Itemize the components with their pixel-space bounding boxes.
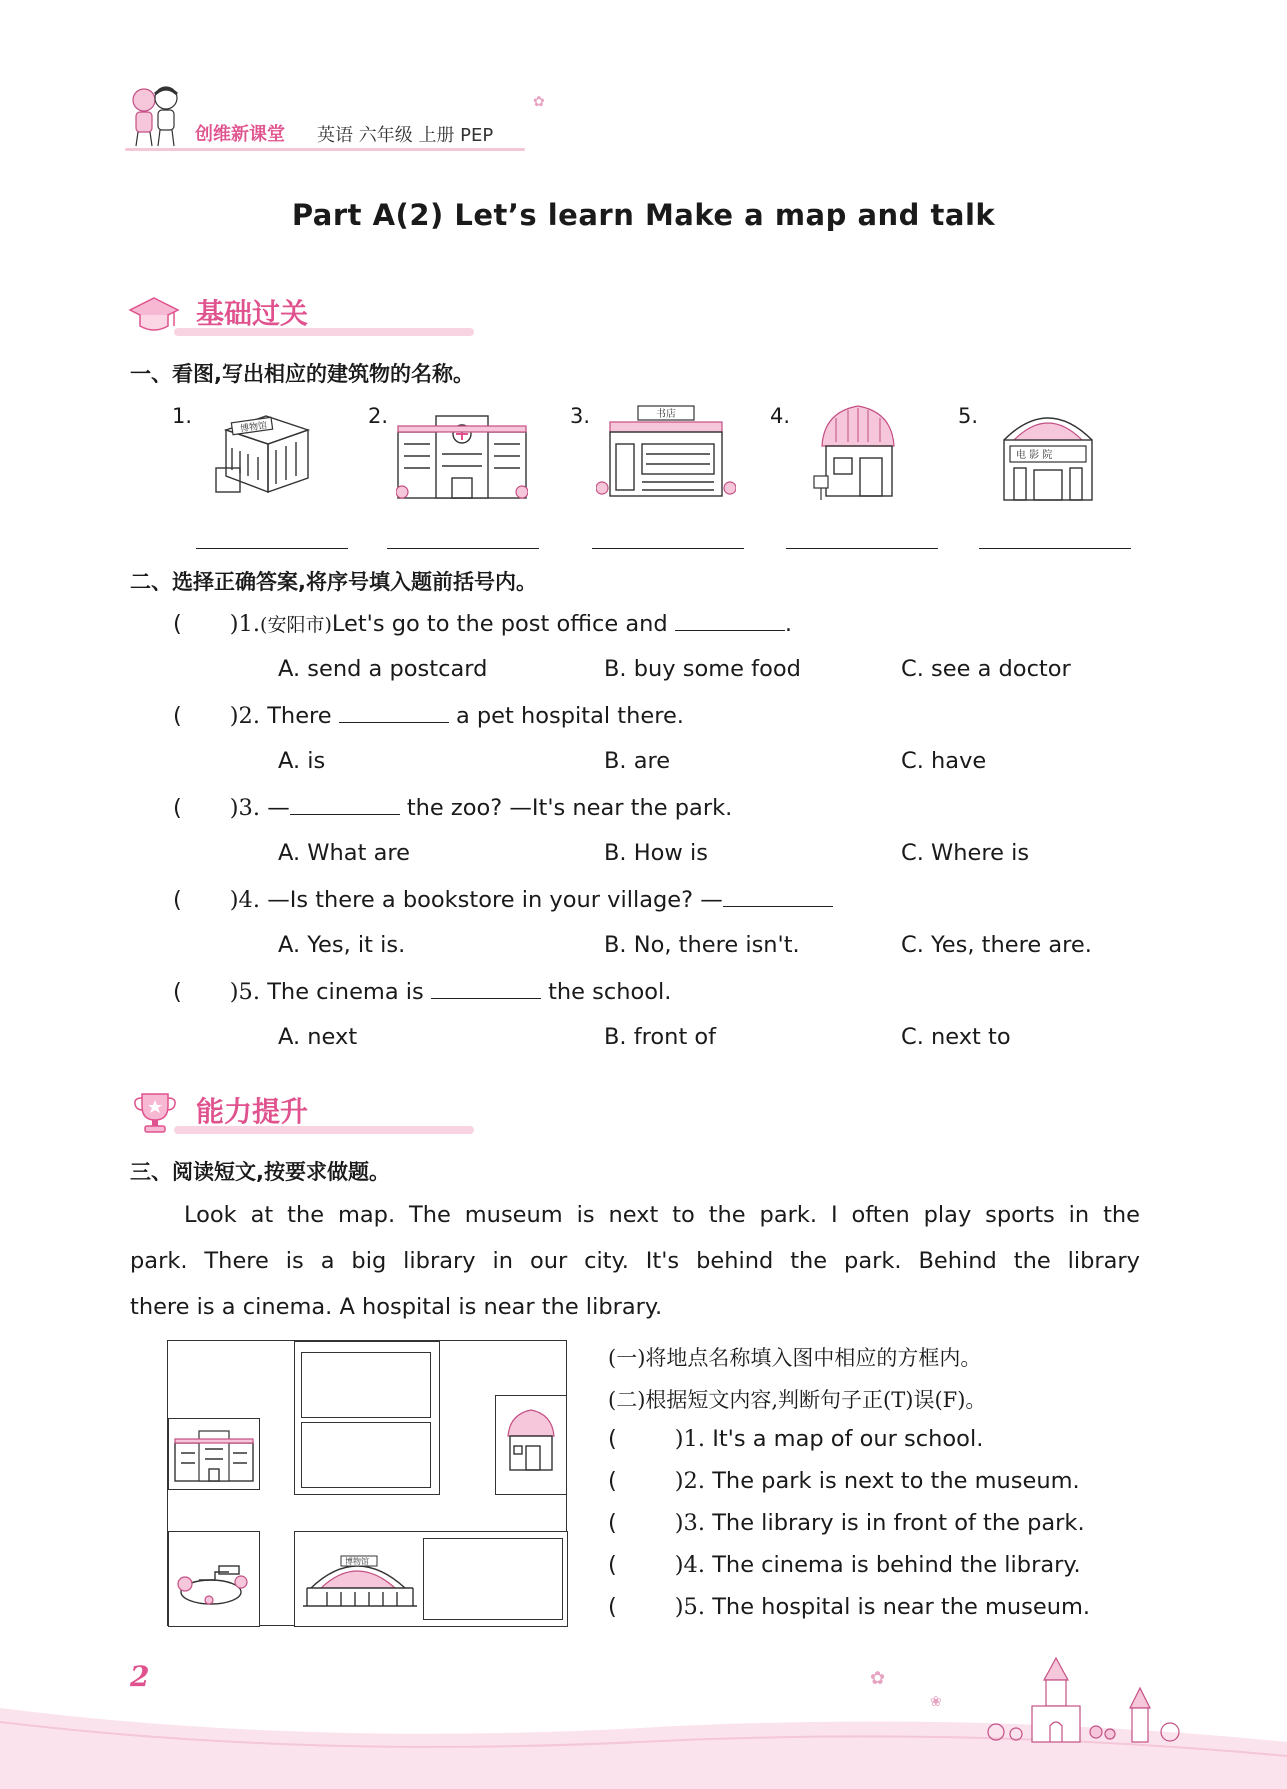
q3-heading: 三、阅读短文,按要求做题。 (130, 1160, 390, 1184)
q2-item-3: ( )3. — the zoo? —It's near the park. (173, 795, 733, 821)
passage-line-3: there is a cinema. A hospital is near the library. (130, 1294, 663, 1320)
section-title-basic: 基础过关 (196, 297, 309, 330)
q2-item-5-option-b: B. front of (604, 1024, 717, 1050)
q2-item-5: ( )5. The cinema is the school. (173, 979, 672, 1005)
footer-flower-icon: ✿ (870, 1668, 886, 1689)
map-answer-box-2[interactable] (301, 1422, 431, 1488)
q2-item-2-option-b: B. are (604, 748, 671, 774)
castle-icon (960, 1652, 1190, 1748)
map-block-top-center (294, 1341, 440, 1495)
q2-item-3-option-a: A. What are (278, 840, 410, 866)
q2-item-3-option-b: B. How is (604, 840, 708, 866)
map-hospital-icon (169, 1419, 259, 1489)
map-block-hospital (168, 1418, 260, 1490)
q2-item-4-blank[interactable] (723, 886, 833, 907)
q2-item-2-blank[interactable] (339, 702, 449, 723)
q3-passage (130, 1192, 1140, 1330)
q2-item-1-option-c: C. see a doctor (901, 656, 1071, 682)
park-icon (169, 1532, 259, 1626)
q2-item-5-blank[interactable] (431, 978, 541, 999)
graduation-cap-icon (128, 294, 180, 336)
header-brand: 创维新课堂 (195, 124, 285, 145)
bookstore-icon (596, 404, 736, 500)
q2-item-1: ( )1.(安阳市)Let's go to the post office and . (173, 611, 793, 637)
footer-flower-icon: ❀ (930, 1694, 942, 1710)
q3-part2: (二)根据短文内容,判断句子正(T)误(F)。 (608, 1388, 987, 1412)
q1-answer-line-4[interactable] (786, 548, 938, 549)
bookstore-sign-text: 书店 (656, 409, 676, 420)
cinema-icon (996, 400, 1100, 504)
map-block-park (168, 1531, 260, 1627)
q1-number-1: 1. (172, 404, 193, 428)
section-header-basic (128, 292, 488, 336)
map-museum-sign-text: 博物馆 (345, 1557, 369, 1566)
page-number: 2 (130, 1660, 150, 1693)
city-map (167, 1340, 567, 1626)
trophy-icon (132, 1090, 178, 1134)
header-mascot (124, 82, 188, 148)
tf-statement-2: ( )2. The park is next to the museum. (608, 1468, 1080, 1494)
q3-part1: (一)将地点名称填入图中相应的方框内。 (608, 1346, 982, 1370)
q2-item-1-option-b: B. buy some food (604, 656, 801, 682)
q1-number-5: 5. (958, 404, 979, 428)
q2-heading: 二、选择正确答案,将序号填入题前括号内。 (130, 570, 537, 594)
tf-statement-1: ( )1. It's a map of our school. (608, 1426, 984, 1452)
section-title-ability: 能力提升 (196, 1095, 309, 1128)
q1-answer-line-1[interactable] (196, 548, 348, 549)
q1-number-2: 2. (368, 404, 389, 428)
q2-item-4-option-b: B. No, there isn't. (604, 932, 800, 958)
q2-item-5-option-a: A. next (278, 1024, 358, 1050)
map-block-post-office (495, 1395, 567, 1495)
tf-statement-4: ( )4. The cinema is behind the library. (608, 1552, 1081, 1578)
section-header-ability (128, 1090, 488, 1134)
cinema-sign-text: 电 影 院 (1016, 450, 1053, 461)
header-subtitle: 英语 六年级 上册 PEP (317, 125, 494, 146)
q2-item-1-option-a: A. send a postcard (278, 656, 488, 682)
passage-line-1: Look at the map. The museum is next to the park. I often play sports in the (184, 1202, 1140, 1228)
map-answer-box-1[interactable] (301, 1352, 431, 1418)
map-post-office-icon (496, 1396, 566, 1494)
tf-statement-5: ( )5. The hospital is near the museum. (608, 1594, 1091, 1620)
q2-item-2-option-a: A. is (278, 748, 326, 774)
q1-answer-line-5[interactable] (979, 548, 1131, 549)
q2-item-3-blank[interactable] (290, 794, 400, 815)
map-museum-icon (297, 1534, 423, 1622)
museum-icon (212, 408, 322, 500)
post-office-icon (812, 402, 904, 502)
q1-answer-line-3[interactable] (592, 548, 744, 549)
q1-number-4: 4. (770, 404, 791, 428)
q2-item-4-option-a: A. Yes, it is. (278, 932, 406, 958)
q1-number-3: 3. (570, 404, 591, 428)
q2-item-5-option-c: C. next to (901, 1024, 1011, 1050)
q2-item-1-blank[interactable] (675, 610, 785, 631)
museum-sign-text: 博物馆 (239, 420, 268, 435)
tf-statement-3: ( )3. The library is in front of the park. (608, 1510, 1085, 1536)
header-divider (125, 148, 525, 151)
q2-item-2: ( )2. There a pet hospital there. (173, 703, 684, 729)
header-flower-icon: ✿ (533, 94, 545, 110)
q2-item-4-option-c: C. Yes, there are. (901, 932, 1092, 958)
map-block-museum (294, 1531, 568, 1627)
map-answer-box-3[interactable] (423, 1538, 563, 1620)
hospital-icon (396, 410, 528, 502)
q1-heading: 一、看图,写出相应的建筑物的名称。 (130, 362, 474, 386)
mascot-icon (124, 82, 188, 148)
page-title: Part A(2) Let’s learn Make a map and talk (291, 198, 996, 232)
q2-item-4: ( )4. —Is there a bookstore in your village? — (173, 886, 833, 913)
q1-answer-line-2[interactable] (387, 548, 539, 549)
passage-line-2: park. There is a big library in our city. It's behind the park. Behind the library (130, 1248, 1140, 1274)
q2-item-3-option-c: C. Where is (901, 840, 1030, 866)
q2-item-2-option-c: C. have (901, 748, 987, 774)
